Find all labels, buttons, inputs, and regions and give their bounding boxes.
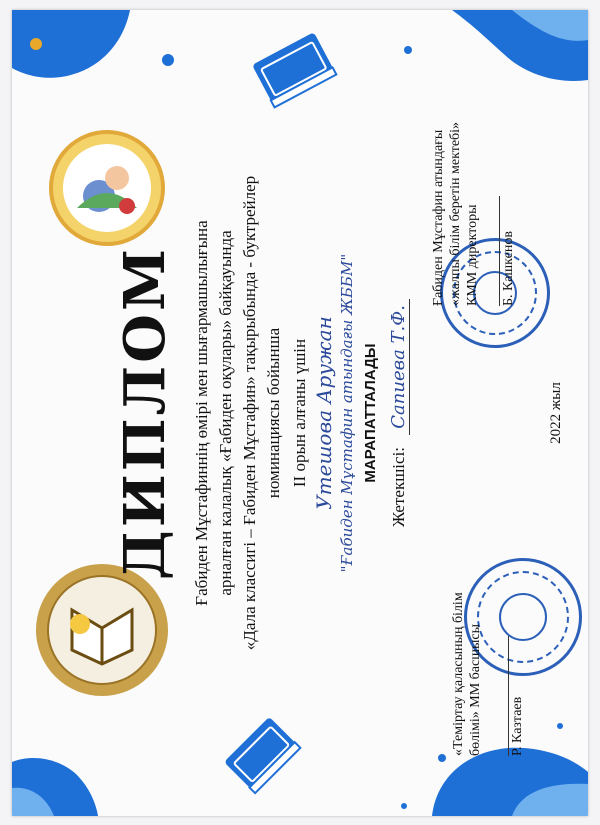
award-text: МАРАПАТТАЛАДЫ: [362, 343, 379, 483]
signature-block-left: [450, 592, 526, 756]
school-name: "Ғабиден Мұстафин атындағы ЖББМ": [338, 253, 356, 573]
sig-right-name: Б. Кашкенов: [501, 231, 516, 306]
sig-right-line2: «жалпы білім беретін мектебі»: [448, 121, 463, 306]
supervisor-name: Сапиева Т.Ф.: [388, 299, 410, 435]
body-line-3: «Дала классигі – Ғабиден Мұстафин» тақырыбында - буктрейлер: [240, 175, 259, 651]
supervisor-label: Жетекшісі:: [389, 446, 408, 527]
sig-left-line1: «Теміртау қаласының білім: [451, 592, 466, 756]
diploma-page: [12, 10, 588, 816]
sig-right-line1: Ғабиден Мұстафин атындағы: [431, 129, 446, 306]
sig-right-line3: КММ директоры: [465, 204, 480, 306]
supervisor-row: [388, 10, 409, 816]
sig-left-line2: бөлімі» ММ басшысы: [468, 623, 483, 756]
sig-left-name: Р. Казтаев: [510, 696, 525, 756]
year-text: 2022 жыл: [548, 382, 564, 444]
page-title: ДИПЛОМ: [112, 246, 178, 580]
signature-block-right: [430, 122, 517, 306]
recipient-name: Утешова Аружан: [312, 316, 336, 510]
place-line: ІІ орын алғаны үшін: [290, 338, 309, 488]
body-line-2: арналған калалық «Ғабиден оқулары» байқауында: [216, 230, 235, 596]
body-line-1: Ғабиден Мұстафиннің өмірі мен шығармашылығына: [192, 220, 211, 606]
diploma-content: [12, 10, 588, 816]
body-line-4: номинациясы бойынша: [264, 327, 283, 499]
